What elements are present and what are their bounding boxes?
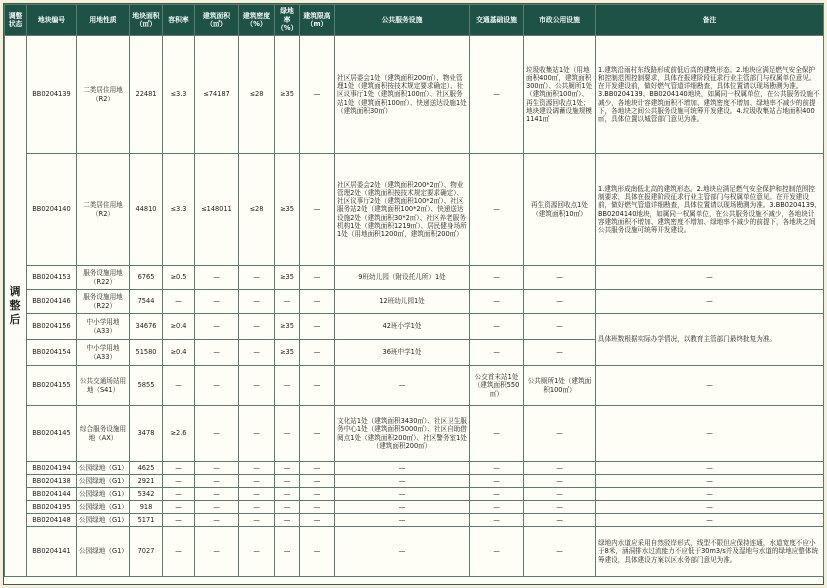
floor-area-cell: — (195, 462, 239, 475)
plot-id-cell: BB0204139 (27, 36, 77, 154)
plot-id-cell: BB0204141 (27, 527, 77, 577)
plot-id-cell: BB0204155 (27, 366, 77, 406)
far-cell: — (163, 462, 195, 475)
land-use-cell: 服务设施用地（R22） (77, 266, 130, 290)
far-cell: — (163, 527, 195, 577)
density-cell: — (239, 475, 275, 488)
height-limit-cell: — (300, 462, 335, 475)
table-row (5, 514, 824, 527)
plot-area-cell: 6765 (130, 266, 163, 290)
public-facilities-cell: — (335, 475, 470, 488)
traffic-facilities-cell: — (470, 501, 524, 514)
traffic-facilities-cell: — (470, 154, 524, 266)
floor-area-cell: — (195, 314, 239, 340)
plot-area-cell: 5171 (130, 514, 163, 527)
traffic-facilities-cell: — (470, 36, 524, 154)
plot-id-cell: BB0204195 (27, 501, 77, 514)
remarks-cell: — (596, 406, 824, 462)
floor-area-cell: — (195, 475, 239, 488)
land-use-cell: 公园绿地（G1） (77, 514, 130, 527)
public-facilities-cell: 社区居委会1处（建筑面积200㎡）、物业管理1处（建筑面积按技术规定要求确定）、社区议事厅1处（建筑面积100㎡）、社区服务站1处（建筑面积100㎡）、快递送达设施1处（建筑面积30㎡） (335, 36, 470, 154)
plot-id-cell: BB0204153 (27, 266, 77, 290)
far-cell: — (163, 501, 195, 514)
municipal-facilities-cell: — (524, 527, 596, 577)
floor-area-cell: ≤74187 (195, 36, 239, 154)
plot-area-cell: 7027 (130, 527, 163, 577)
land-use-cell: 公园绿地（G1） (77, 462, 130, 475)
municipal-facilities-cell: — (524, 501, 596, 514)
public-facilities-cell: — (335, 501, 470, 514)
floor-area-cell: — (195, 290, 239, 314)
header-cell: 用地性质 (77, 5, 130, 36)
plot-area-cell: 5342 (130, 488, 163, 501)
height-limit-cell: — (300, 314, 335, 340)
land-use-cell: 公园绿地（G1） (77, 475, 130, 488)
header-cell: 建筑密度（%） (239, 5, 275, 36)
height-limit-cell: — (300, 406, 335, 462)
land-use-cell: 综合服务设施用地（AX） (77, 406, 130, 462)
height-limit-cell: — (300, 488, 335, 501)
green-rate-cell: ≥35 (275, 314, 300, 340)
floor-area-cell: ≤148011 (195, 154, 239, 266)
far-cell: ≥0.4 (163, 340, 195, 366)
plot-area-cell: 918 (130, 501, 163, 514)
plot-id-cell: BB0204194 (27, 462, 77, 475)
public-facilities-cell: 文化站1处（建筑面积3430㎡）、社区卫生服务中心1处（建筑面积5000㎡）、社区自助借阅点1处（建筑面积200㎡）、社区警务室1处（建筑面积200㎡） (335, 406, 470, 462)
height-limit-cell: — (300, 154, 335, 266)
header-cell: 地块编号 (27, 5, 77, 36)
floor-area-cell: — (195, 488, 239, 501)
municipal-facilities-cell: 公共厕所1处（建筑面积100㎡） (524, 366, 596, 406)
remarks-cell: — (596, 488, 824, 501)
plot-area-cell: 22481 (130, 36, 163, 154)
far-cell: ≤3.3 (163, 154, 195, 266)
density-cell: — (239, 514, 275, 527)
plot-id-cell: BB0204138 (27, 475, 77, 488)
height-limit-cell: — (300, 36, 335, 154)
plot-id-cell: BB0204148 (27, 514, 77, 527)
far-cell: ≥2.6 (163, 406, 195, 462)
density-cell: — (239, 266, 275, 290)
table-row (5, 314, 824, 340)
municipal-facilities-cell: — (524, 514, 596, 527)
height-limit-cell: — (300, 266, 335, 290)
height-limit-cell: — (300, 475, 335, 488)
far-cell: — (163, 488, 195, 501)
floor-area-cell: — (195, 527, 239, 577)
floor-area-cell: — (195, 266, 239, 290)
traffic-facilities-cell: — (470, 266, 524, 290)
remarks-cell: 1.建筑沿雨村东线路形成前低后高的建筑形态。2.地块应满足燃气安全保护和控制范围控制要求，具体在报建阶段征求行业主管部门与权属单位意见。在开发建设前，做好燃气管道详细勘查，具体位置请以现场勘测为准。3.BB0204139、BB0204140地块，如属同一权属单位，在公共服务设施不减少，各地块计容建筑面积不增加、建筑密度不增加、绿地率不减少的前提下，各地块之间公共服务设施可统筹开发建设。4.垃圾收集站占地面积400㎡，具体位置以城管部门意见为准。 (596, 36, 824, 154)
land-use-table (4, 4, 824, 577)
height-limit-cell: — (300, 340, 335, 366)
traffic-facilities-cell: — (470, 475, 524, 488)
municipal-facilities-cell: — (524, 462, 596, 475)
far-cell: — (163, 290, 195, 314)
header-cell: 公共服务设施 (335, 5, 470, 36)
green-rate-cell: ≥35 (275, 154, 300, 266)
green-rate-cell: — (275, 406, 300, 462)
plot-area-cell: 51580 (130, 340, 163, 366)
public-facilities-cell: 36班中学1处 (335, 340, 470, 366)
floor-area-cell: — (195, 366, 239, 406)
traffic-facilities-cell: — (470, 406, 524, 462)
municipal-facilities-cell: — (524, 340, 596, 366)
table-row (5, 406, 824, 462)
height-limit-cell: — (300, 366, 335, 406)
traffic-facilities-cell: — (470, 527, 524, 577)
density-cell: — (239, 488, 275, 501)
height-limit-cell: — (300, 501, 335, 514)
adjustment-state-cell: 调整后 (5, 36, 27, 577)
green-rate-cell: ≥35 (275, 266, 300, 290)
traffic-facilities-cell: — (470, 340, 524, 366)
table-row (5, 36, 824, 154)
floor-area-cell: — (195, 340, 239, 366)
density-cell: — (239, 366, 275, 406)
far-cell: ≥0.5 (163, 266, 195, 290)
table-row (5, 501, 824, 514)
floor-area-cell: — (195, 514, 239, 527)
public-facilities-cell: 42班小学1处 (335, 314, 470, 340)
public-facilities-cell: — (335, 366, 470, 406)
plot-id-cell: BB0204146 (27, 290, 77, 314)
remarks-cell: 绿地内水道应采用自然驳岸形式，线型不限但应保持连通，水道宽度不应小于8米，涵洞排水过流能力不应低于30m3/s并及湿地与水道的绿地应整体统筹建设，具体建设方案以区水务部门意见为准。 (596, 527, 824, 577)
traffic-facilities-cell: — (470, 462, 524, 475)
plot-id-cell: BB0204156 (27, 314, 77, 340)
green-rate-cell: — (275, 514, 300, 527)
floor-area-cell: — (195, 501, 239, 514)
land-use-cell: 二类居住用地（R2） (77, 36, 130, 154)
land-use-cell: 公园绿地（G1） (77, 488, 130, 501)
table-row (5, 154, 824, 266)
density-cell: — (239, 527, 275, 577)
land-use-cell: 中小学用地（A33） (77, 314, 130, 340)
header-cell: 建筑面积（㎡） (195, 5, 239, 36)
header-cell: 交通基础设施 (470, 5, 524, 36)
land-use-cell: 中小学用地（A33） (77, 340, 130, 366)
height-limit-cell: — (300, 527, 335, 577)
header-cell: 容积率 (163, 5, 195, 36)
plot-id-cell: BB0204154 (27, 340, 77, 366)
floor-area-cell: — (195, 406, 239, 462)
land-use-cell: 服务设施用地（R22） (77, 290, 130, 314)
remarks-cell: 具体班数根据实际办学情况，以教育主管部门最终批复为准。 (596, 314, 824, 366)
public-facilities-cell: — (335, 488, 470, 501)
green-rate-cell: ≥35 (275, 340, 300, 366)
table-row (5, 266, 824, 290)
land-use-cell: 公园绿地（G1） (77, 527, 130, 577)
density-cell: ≤28 (239, 154, 275, 266)
plot-area-cell: 2921 (130, 475, 163, 488)
land-use-cell: 公共交通场站用地（S41） (77, 366, 130, 406)
public-facilities-cell: — (335, 462, 470, 475)
green-rate-cell: — (275, 475, 300, 488)
header-cell: 建筑限高（m） (300, 5, 335, 36)
plot-area-cell: 5855 (130, 366, 163, 406)
public-facilities-cell: — (335, 514, 470, 527)
header-cell: 地块面积（㎡） (130, 5, 163, 36)
remarks-cell: — (596, 266, 824, 290)
header-row (5, 5, 824, 36)
remarks-cell: — (596, 514, 824, 527)
public-facilities-cell: 9班幼儿园（附设托儿所）1处 (335, 266, 470, 290)
density-cell: — (239, 290, 275, 314)
municipal-facilities-cell: — (524, 314, 596, 340)
green-rate-cell: — (275, 290, 300, 314)
far-cell: — (163, 514, 195, 527)
header-cell: 绿地率（%） (275, 5, 300, 36)
far-cell: ≤3.3 (163, 36, 195, 154)
municipal-facilities-cell: — (524, 290, 596, 314)
height-limit-cell: — (300, 514, 335, 527)
public-facilities-cell: 12班幼儿园1处 (335, 290, 470, 314)
density-cell: — (239, 462, 275, 475)
remarks-cell: — (596, 501, 824, 514)
remarks-cell: — (596, 366, 824, 406)
plot-id-cell: BB0204144 (27, 488, 77, 501)
far-cell: — (163, 366, 195, 406)
remarks-cell: 1.建筑形成南低北高的建筑形态。2.地块应满足燃气安全保护和控制范围控制要求，具体在报建阶段征求行业主管部门与权属单位意见。在开发建设前，做好燃气管道详细勘查，具体位置请以现场勘测为准。3.BB0204139、BB0204140地块，如属同一权属单位，在公共服务设施不减少，各地块计容建筑面积不增加、建筑密度不增加、绿地率不减少的前提下，各地块之间公共服务设施可统筹开发建设。 (596, 154, 824, 266)
plot-area-cell: 34676 (130, 314, 163, 340)
header-cell: 市政公用设施 (524, 5, 596, 36)
traffic-facilities-cell: — (470, 488, 524, 501)
municipal-facilities-cell: 垃圾收集站1处（用地面积400㎡，建筑面积300㎡）、公共厕所1处（建筑面积100㎡）、再生资源回收点1处；地块建设调蓄设施规模1141㎡ (524, 36, 596, 154)
plot-area-cell: 4625 (130, 462, 163, 475)
density-cell: ≤28 (239, 36, 275, 154)
header-cell: 调整状态 (5, 5, 27, 36)
municipal-facilities-cell: 再生资源回收点1处（建筑面积10㎡） (524, 154, 596, 266)
document-frame (3, 3, 824, 585)
density-cell: — (239, 340, 275, 366)
green-rate-cell: — (275, 527, 300, 577)
green-rate-cell: — (275, 462, 300, 475)
table-row (5, 290, 824, 314)
public-facilities-cell: — (335, 527, 470, 577)
green-rate-cell: — (275, 488, 300, 501)
traffic-facilities-cell: — (470, 314, 524, 340)
table-row (5, 475, 824, 488)
municipal-facilities-cell: — (524, 475, 596, 488)
plot-area-cell: 44810 (130, 154, 163, 266)
municipal-facilities-cell: — (524, 266, 596, 290)
municipal-facilities-cell: — (524, 488, 596, 501)
table-row (5, 488, 824, 501)
plot-id-cell: BB0204140 (27, 154, 77, 266)
land-use-cell: 二类居住用地（R2） (77, 154, 130, 266)
plot-area-cell: 7544 (130, 290, 163, 314)
green-rate-cell: — (275, 501, 300, 514)
table-row (5, 462, 824, 475)
green-rate-cell: — (275, 366, 300, 406)
remarks-cell: — (596, 462, 824, 475)
green-rate-cell: ≥35 (275, 36, 300, 154)
far-cell: ≥0.4 (163, 314, 195, 340)
public-facilities-cell: 社区居委会2处（建筑面积200*2㎡）、物业管理2处（建筑面积按技术规定要求确定）、社区议事厅2处（建筑面积100*2㎡）、社区服务站2处（建筑面积100*2㎡）、快递送达设施2处（建筑面积30*2㎡）、社区养老服务机构1处（建筑面积1219㎡）、居民健身场所1处（用地面积1200㎡，建筑面积200㎡） (335, 154, 470, 266)
remarks-cell: — (596, 475, 824, 488)
table-row (5, 366, 824, 406)
plot-area-cell: 3478 (130, 406, 163, 462)
land-use-cell: 公园绿地（G1） (77, 501, 130, 514)
density-cell: — (239, 501, 275, 514)
header-cell: 备注 (596, 5, 824, 36)
far-cell: — (163, 475, 195, 488)
density-cell: — (239, 406, 275, 462)
density-cell: — (239, 314, 275, 340)
municipal-facilities-cell: — (524, 406, 596, 462)
traffic-facilities-cell: — (470, 514, 524, 527)
remarks-cell: — (596, 290, 824, 314)
plot-id-cell: BB0204145 (27, 406, 77, 462)
table-row (5, 527, 824, 577)
traffic-facilities-cell: 公交首末站1处（建筑面积550㎡） (470, 366, 524, 406)
height-limit-cell: — (300, 290, 335, 314)
traffic-facilities-cell: — (470, 290, 524, 314)
